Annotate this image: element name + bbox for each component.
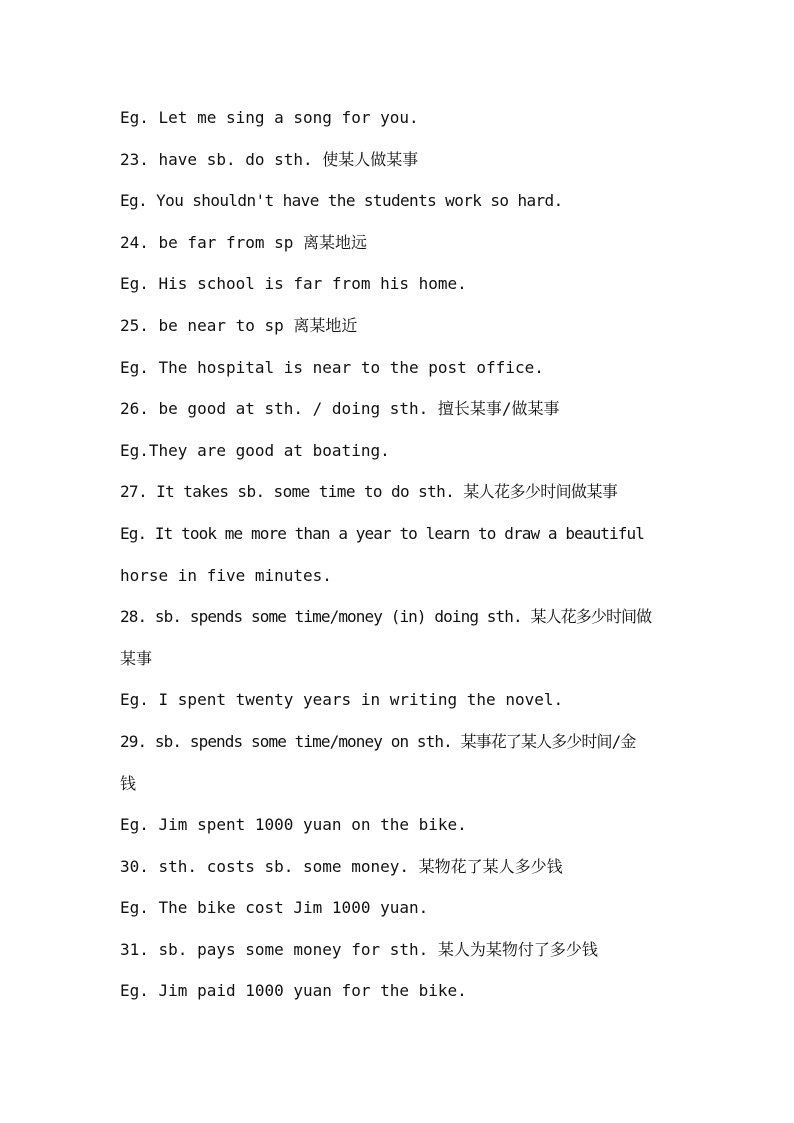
text-line-9: Eg.They are good at boating. bbox=[120, 440, 390, 460]
text-line-22: Eg. Jim paid 1000 yuan for the bike. bbox=[120, 981, 467, 1001]
text-line-12: horse in five minutes. bbox=[120, 565, 332, 585]
text-line-5: Eg. His school is far from his home. bbox=[120, 274, 467, 294]
text-line-7: Eg. The hospital is near to the post office. bbox=[120, 357, 544, 377]
text-line-13: 28. sb. spends some time/money (in) doing sth. 某人花多少时间做 bbox=[120, 607, 652, 627]
text-line-10: 27. It takes sb. some time to do sth. 某人花多少时间做某事 bbox=[120, 482, 618, 502]
text-line-16: 29. sb. spends some time/money on sth. 某事花了某人多少时间/金 bbox=[120, 731, 636, 751]
text-line-8: 26. be good at sth. / doing sth. 擅长某事/做某事 bbox=[120, 399, 560, 419]
text-line-6: 25. be near to sp 离某地近 bbox=[120, 315, 358, 335]
text-line-18: Eg. Jim spent 1000 yuan on the bike. bbox=[120, 815, 467, 835]
text-line-20: Eg. The bike cost Jim 1000 yuan. bbox=[120, 898, 429, 918]
text-line-2: 23. have sb. do sth. 使某人做某事 bbox=[120, 149, 419, 169]
text-line-19: 30. sth. costs sb. some money. 某物花了某人多少钱 bbox=[120, 856, 563, 876]
document-body bbox=[120, 97, 680, 1012]
text-line-1: Eg. Let me sing a song for you. bbox=[120, 108, 419, 127]
text-line-14: 某事 bbox=[120, 648, 153, 668]
text-line-4: 24. be far from sp 离某地远 bbox=[120, 232, 368, 252]
text-line-15: Eg. I spent twenty years in writing the novel. bbox=[120, 690, 564, 710]
text-line-21: 31. sb. pays some money for sth. 某人为某物付了多少钱 bbox=[120, 939, 598, 959]
text-line-11: Eg. It took me more than a year to learn to draw a beautiful bbox=[120, 523, 644, 543]
text-line-3: Eg. You shouldn't have the students work so hard. bbox=[120, 191, 563, 211]
text-line-17: 钱 bbox=[120, 773, 137, 793]
